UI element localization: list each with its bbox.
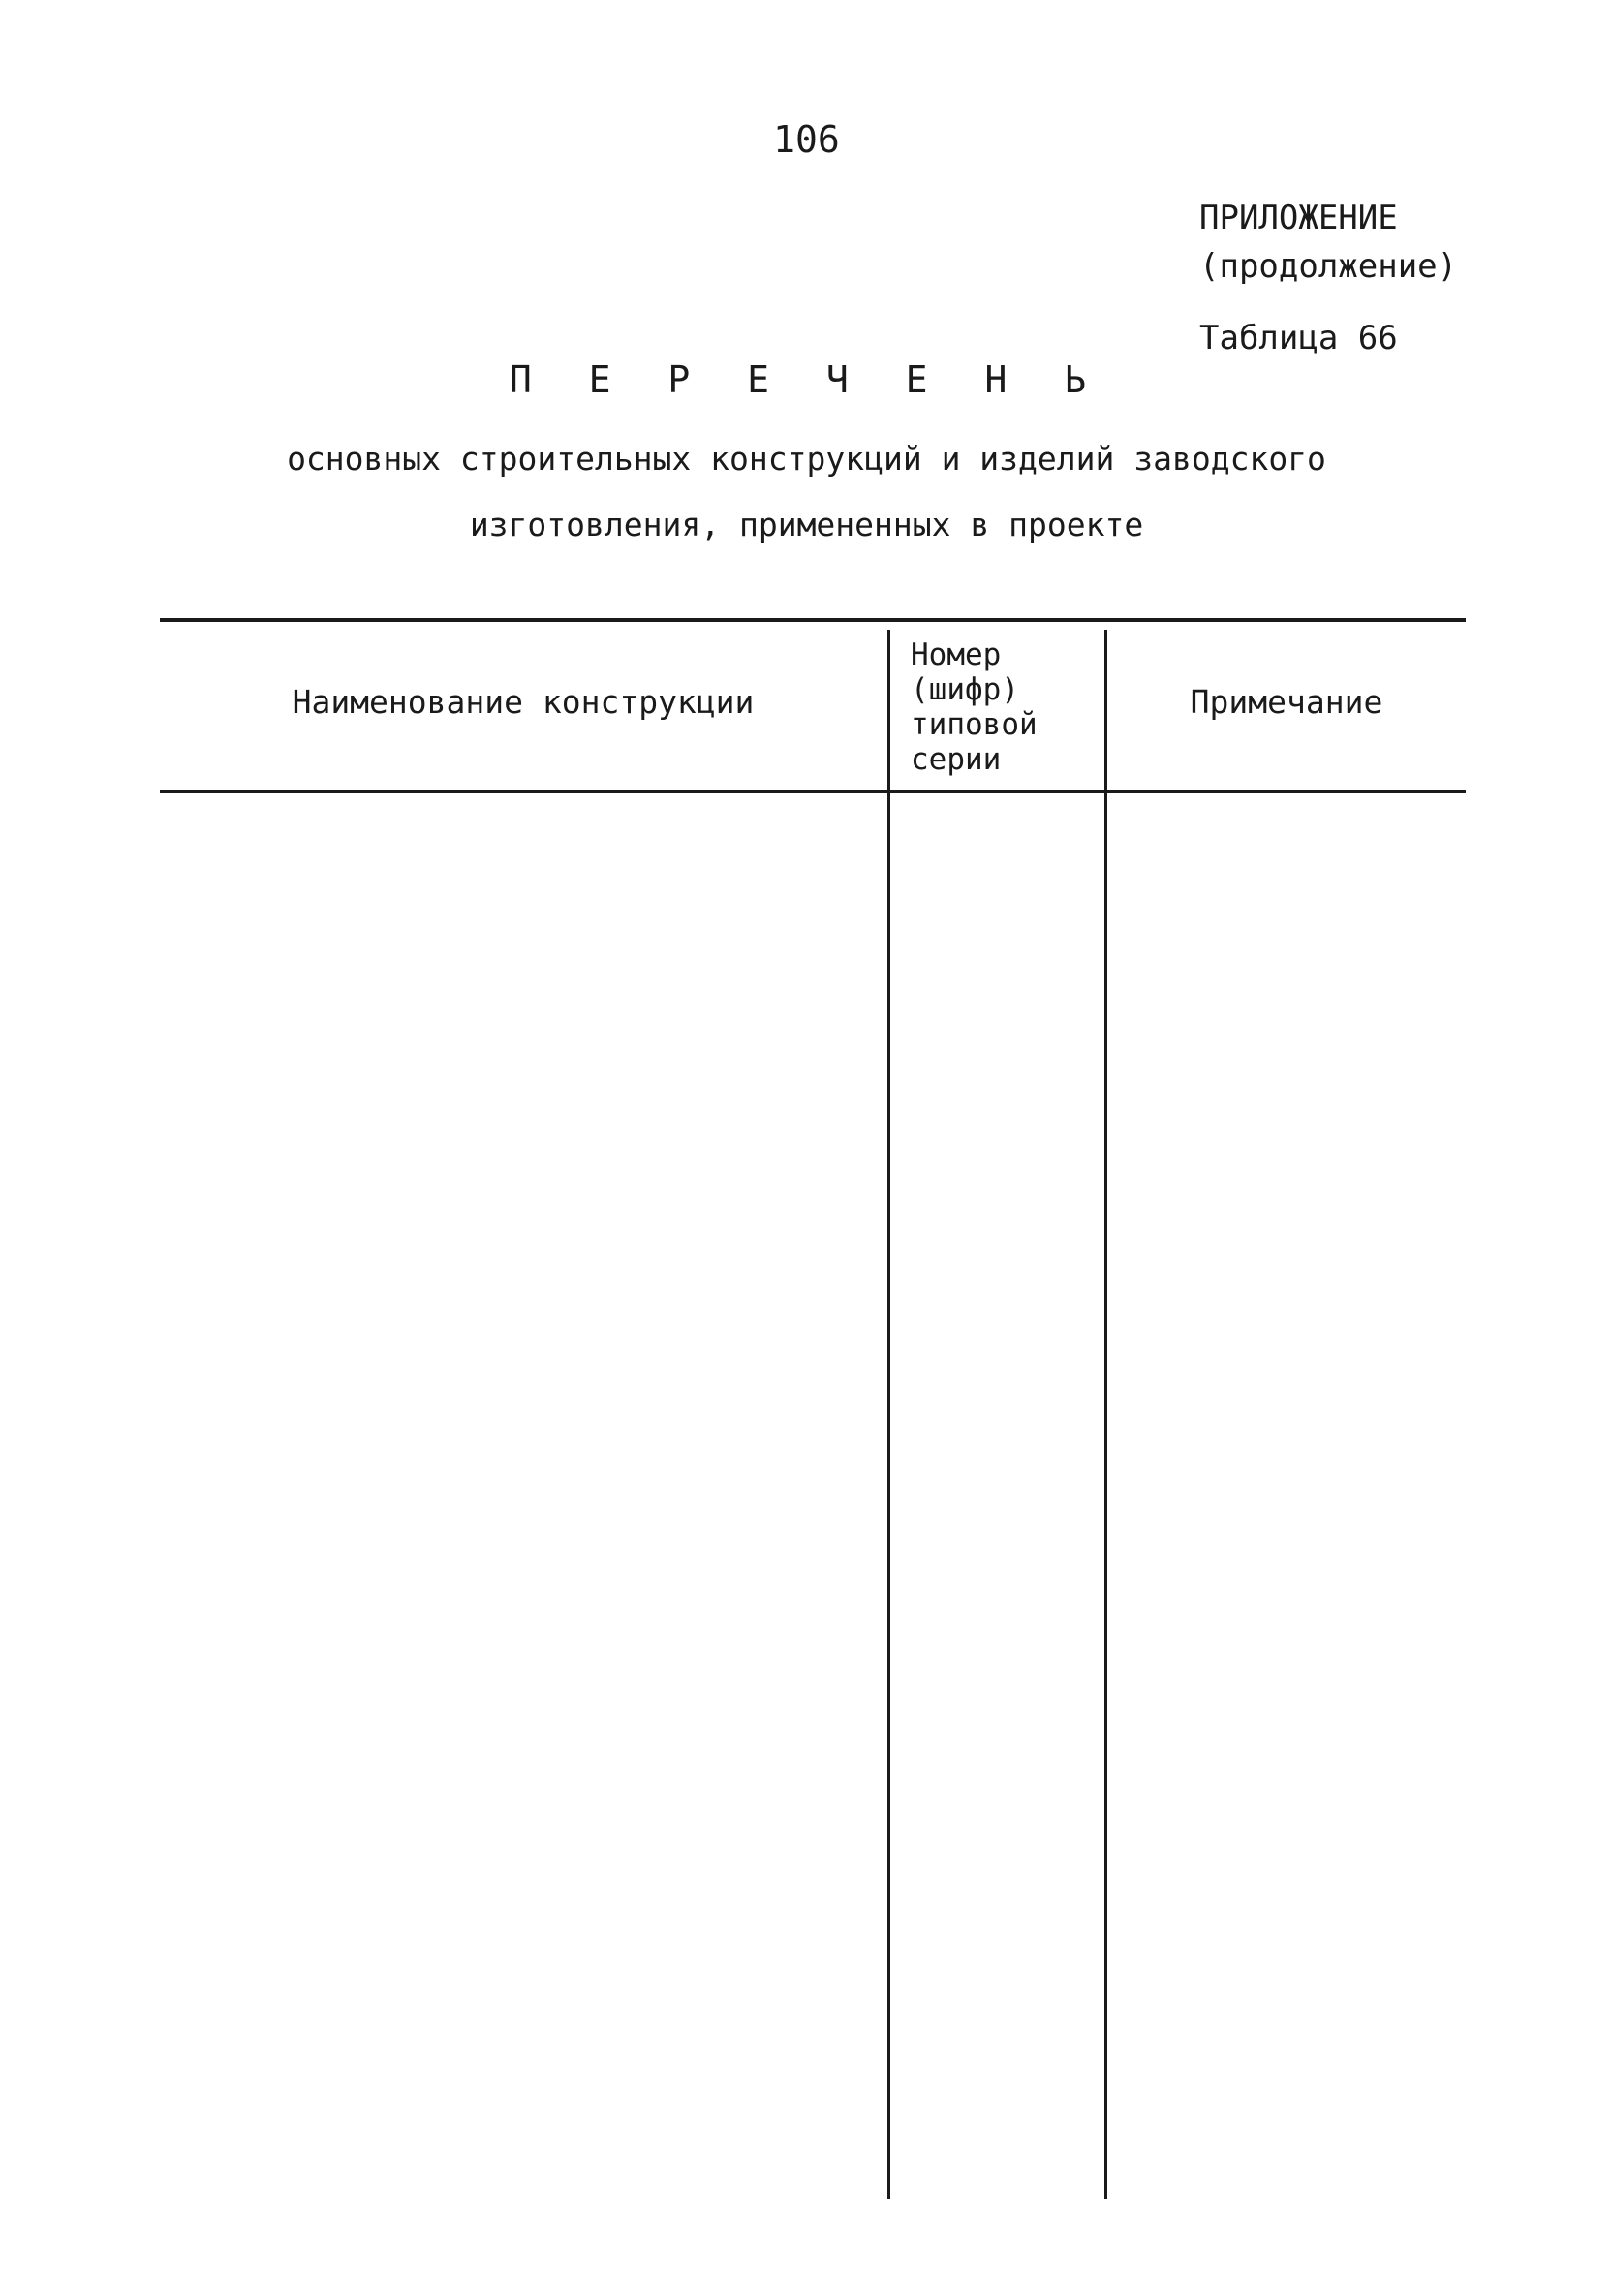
column-header-series-line-4: серии [911,742,1002,777]
document-subtitle [0,426,1613,558]
subtitle-line-2: изготовления, примененных в проекте [469,506,1144,543]
column-header-name: Наименование конструкции [292,683,755,721]
subtitle-line-1: основных строительных конструкций и изделий заводского [287,440,1326,478]
document-title: П Е Р Е Ч Е Н Ь [509,358,1104,401]
table-top-rule [160,618,1466,622]
table-header-rule [160,790,1466,793]
table-number: Таблица 66 [1199,319,1398,357]
appendix-header [1199,194,1457,362]
appendix-continuation: (продолжение) [1199,247,1458,286]
column-header-series [911,637,1104,777]
column-divider-2 [1104,630,1107,2199]
column-header-note: Примечание [1190,683,1383,721]
column-divider-1 [887,630,890,2199]
page-number: 106 [773,118,840,161]
column-header-series-line-1: Номер [911,637,1002,672]
column-header-series-line-2: (шифр) [911,672,1019,707]
column-header-series-line-3: типовой [911,707,1038,742]
appendix-label: ПРИЛОЖЕНИЕ [1199,199,1398,237]
